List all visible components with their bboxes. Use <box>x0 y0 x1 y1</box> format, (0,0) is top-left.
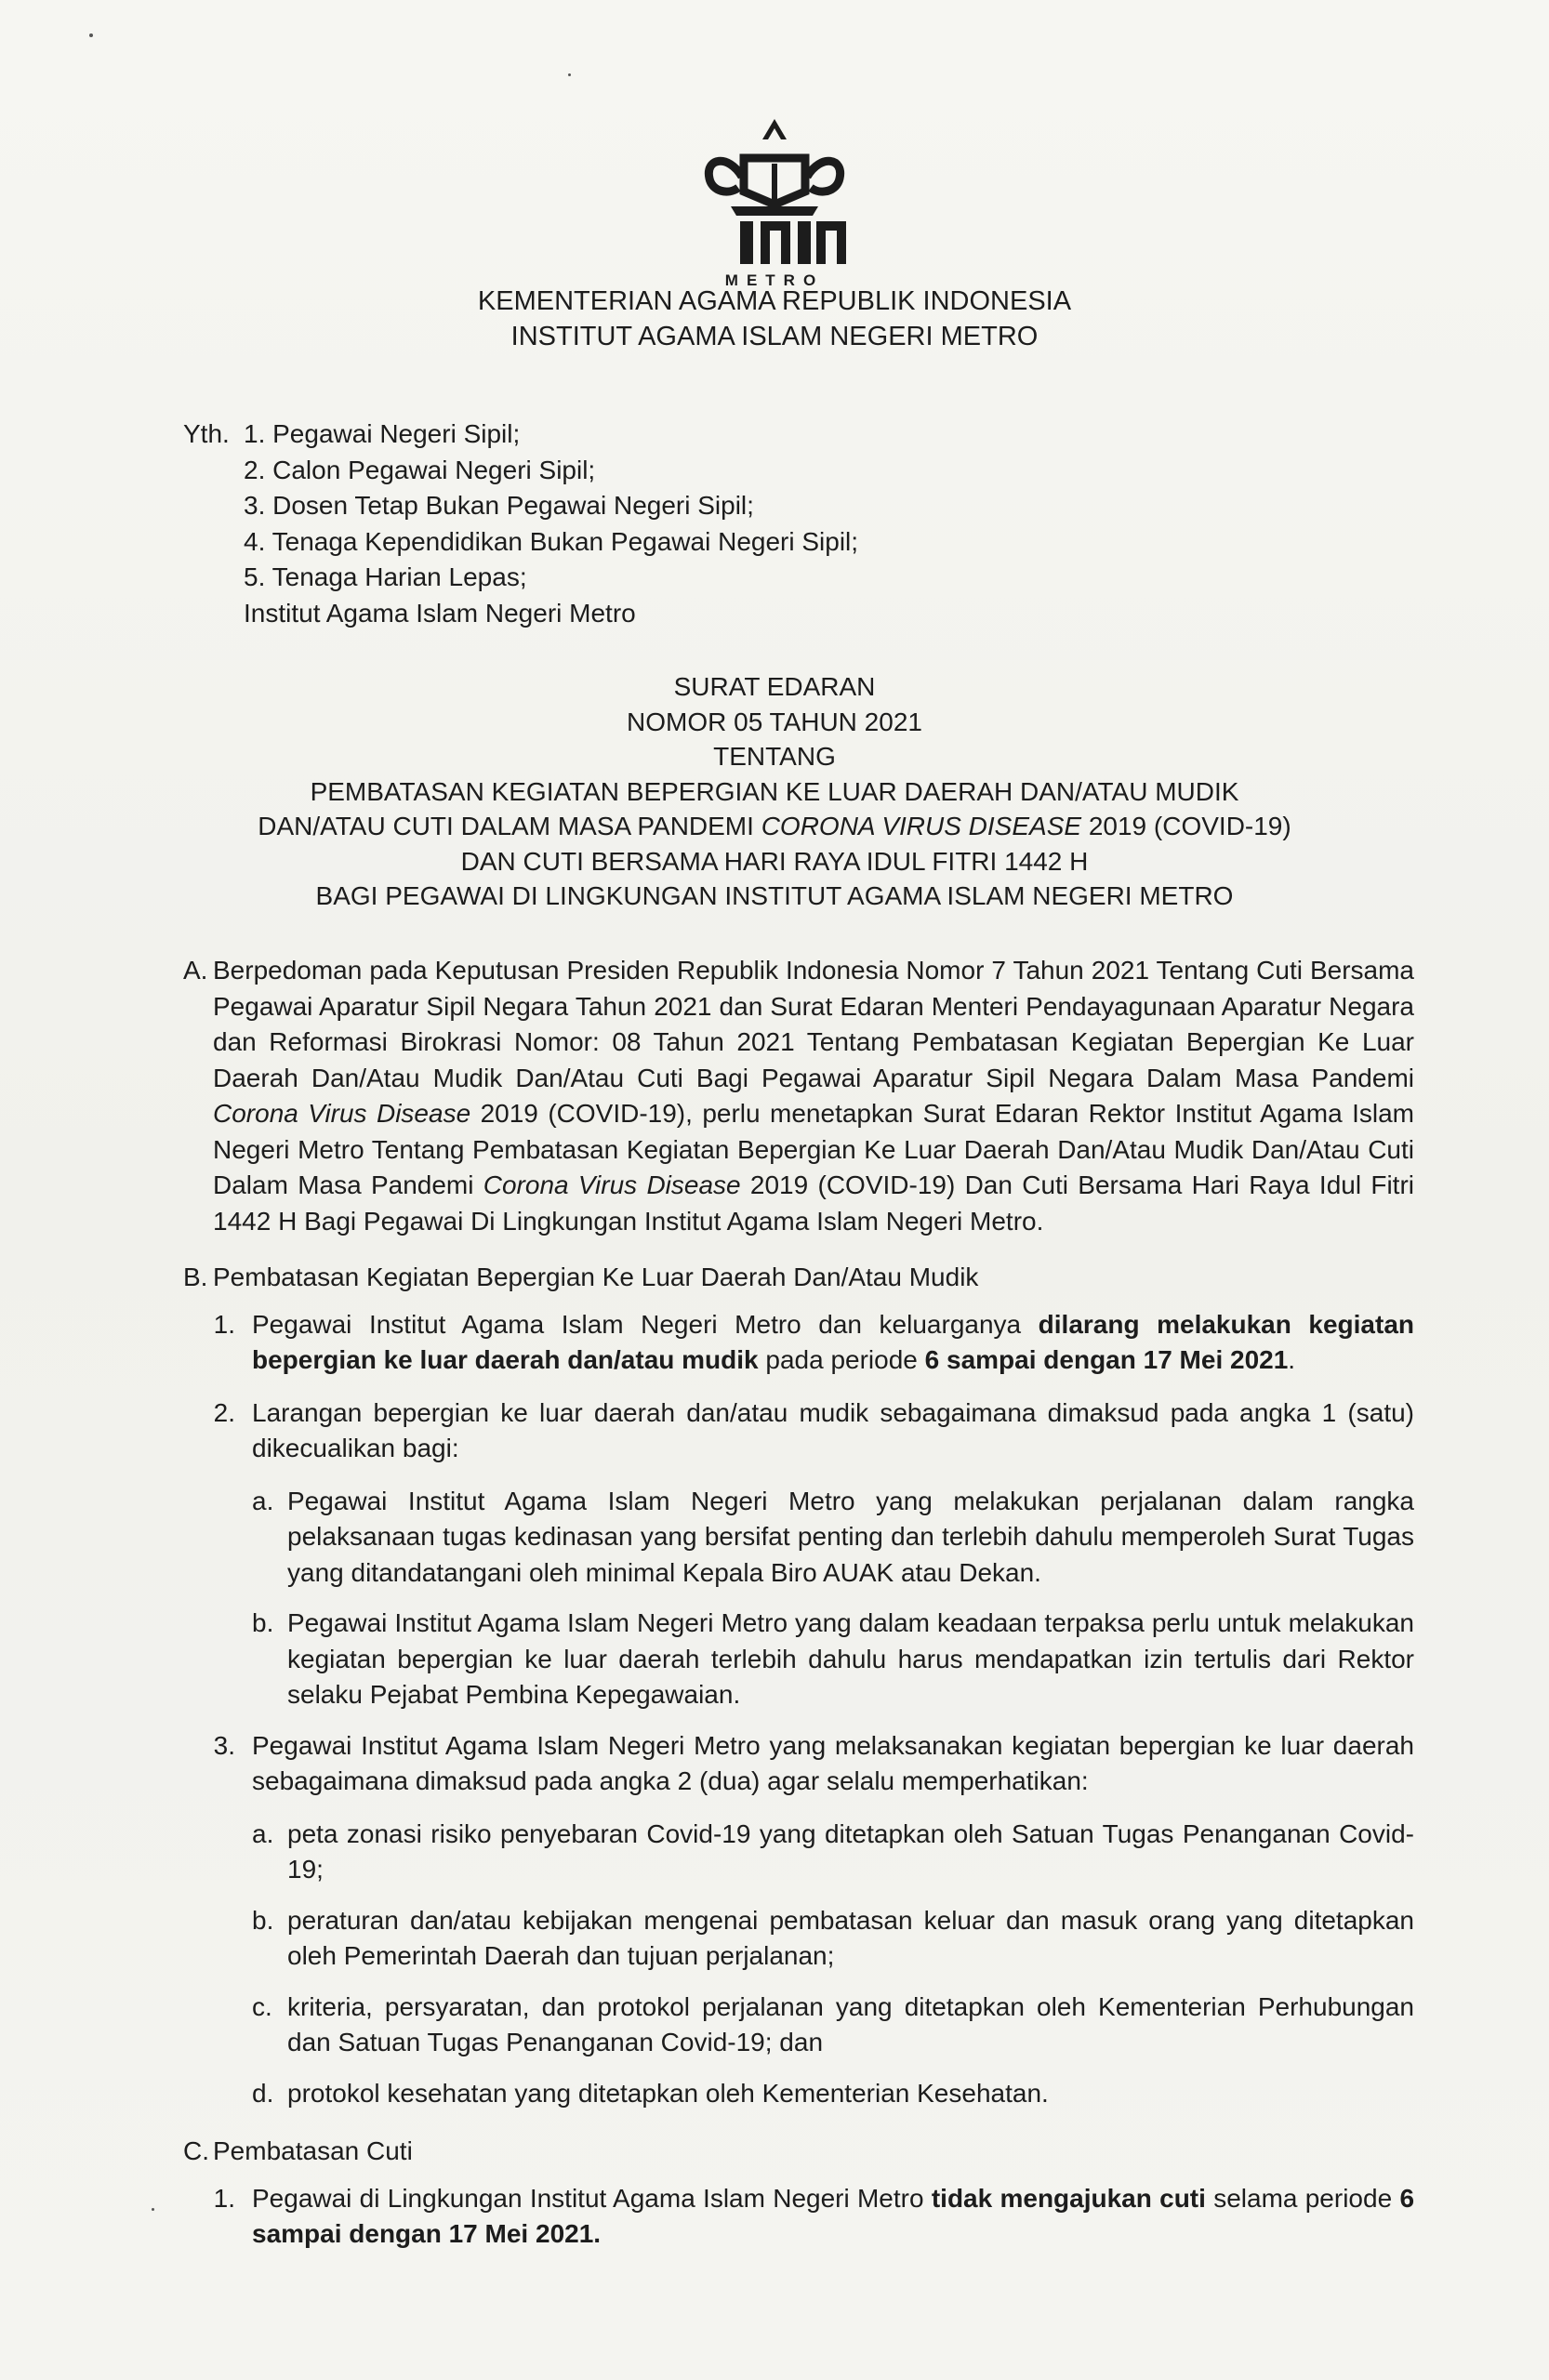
title-text: DAN/ATAU CUTI DALAM MASA PANDEMI <box>258 812 761 840</box>
sub-item-text: peraturan dan/atau kebijakan mengenai pembatasan keluar dan masuk orang yang ditetapkan oleh Pemerintah Daerah dan tujuan perjalanan; <box>287 1905 1414 1970</box>
section-a-paragraph <box>213 953 1414 1239</box>
title-line: NOMOR 05 TAHUN 2021 <box>627 707 922 736</box>
section-label: B. <box>183 1263 208 1291</box>
title-text: 2019 (COVID-19) <box>1081 812 1291 840</box>
ministry-name: KEMENTERIAN AGAMA REPUBLIK INDONESIA <box>477 286 1072 316</box>
title-line: PEMBATASAN KEGIATAN BEPERGIAN KE LUAR DAERAH DAN/ATAU MUDIK <box>310 776 1239 806</box>
sub-item-text: Pegawai Institut Agama Islam Negeri Metro yang dalam keadaan terpaksa perlu untuk melakukan kegiatan bepergian ke luar daerah terlebih dahulu harus mendapatkan izin tertulis dari Rektor selaku Pejabat Pembina Kepegawaian. <box>287 1608 1414 1709</box>
sub-item-letter: c. <box>252 1991 272 2021</box>
section-b-item-3 <box>183 1728 1414 1800</box>
item-text <box>252 2181 1414 2253</box>
text: Berpedoman pada Keputusan Presiden Republik Indonesia Nomor 7 Tahun 2021 Tentang Cuti Bersama Pegawai Aparatur Sipil Negara Tahun 2021 dan Surat Edaran Menteri Pendayagunaan Aparatur Negara dan Reformasi Birokrasi Nomor: 08 Tahun 2021 Tentang Pembatasan Kegiatan Bepergian Ke Luar Daerah Dan/Atau Mudik Dan/Atau Cuti Bagi Pegawai Aparatur Sipil Negara Dalam Masa Pandemi <box>213 956 1414 1092</box>
circular-title <box>0 669 1549 914</box>
text: selama periode <box>1205 2183 1400 2213</box>
text: 2019 (COVID-19), perlu menetapkan Surat Edaran Rektor Institut Agama Islam Negeri Metro Tentang Pembatasan Kegiatan Bepergian Ke Luar Daerah Dan/Atau Mudik Dan/Atau Cuti Dalam Masa Pandemi <box>213 1099 1414 1199</box>
recipient-item: 1. Pegawai Negeri Sipil; <box>244 419 521 448</box>
title-line <box>0 809 1549 844</box>
item-text: Pegawai Institut Agama Islam Negeri Metro yang melaksanakan kegiatan bepergian ke luar daerah sebagaimana dimaksud pada angka 2 (dua) agar selalu memperhatikan: <box>252 1730 1414 1795</box>
institution-logo <box>0 112 1549 290</box>
sub-item-text: protokol kesehatan yang ditetapkan oleh Kementerian Kesehatan. <box>287 2078 1049 2108</box>
letter-body <box>183 953 1414 2269</box>
section-c-item-1 <box>183 2181 1414 2253</box>
section-heading-text: Pembatasan Cuti <box>213 2136 413 2165</box>
sub-item-letter: d. <box>252 2078 274 2108</box>
section-b-item-2 <box>183 1395 1414 1467</box>
section-b-heading <box>183 1260 1414 1296</box>
section-label: C. <box>183 2136 209 2165</box>
sub-item <box>252 2076 1414 2112</box>
recipient-institution: Institut Agama Islam Negeri Metro <box>244 598 636 628</box>
institute-name: INSTITUT AGAMA ISLAM NEGERI METRO <box>510 322 1039 351</box>
sub-item-text: kriteria, persyaratan, dan protokol perjalanan yang ditetapkan oleh Kementerian Perhubungan dan Satuan Tugas Penanganan Covid-19; dan <box>287 1991 1414 2056</box>
section-heading-text: Pembatasan Kegiatan Bepergian Ke Luar Daerah Dan/Atau Mudik <box>213 1263 979 1291</box>
sub-item <box>252 1990 1414 2061</box>
scan-speck <box>152 2208 154 2211</box>
scan-speck <box>89 33 93 37</box>
text: . <box>1288 1345 1296 1374</box>
title-italic: CORONA VIRUS DISEASE <box>761 812 1082 840</box>
bold-text: tidak mengajukan cuti <box>931 2183 1206 2213</box>
title-line: BAGI PEGAWAI DI LINGKUNGAN INSTITUT AGAMA ISLAM NEGERI METRO <box>315 881 1234 910</box>
section-c-heading <box>183 2134 1414 2170</box>
item-number: 1. <box>213 2183 235 2213</box>
logo-subtitle: METRO <box>724 271 825 289</box>
section-label: A. <box>183 956 208 985</box>
sub-item <box>252 1606 1414 1713</box>
recipient-item: 5. Tenaga Harian Lepas; <box>244 562 527 591</box>
item-text <box>252 1307 1414 1379</box>
sub-item-text: peta zonasi risiko penyebaran Covid-19 yang ditetapkan oleh Satuan Tugas Penanganan Covid-19; <box>287 1818 1414 1884</box>
recipient-item: 2. Calon Pegawai Negeri Sipil; <box>244 455 596 484</box>
recipient-label: Yth. <box>183 419 230 448</box>
text: Pegawai Institut Agama Islam Negeri Metro dan keluarganya <box>252 1309 1039 1339</box>
sub-item <box>252 1817 1414 1888</box>
recipient-item: 4. Tenaga Kependidikan Bukan Pegawai Negeri Sipil; <box>244 526 859 556</box>
sub-item-text: Pegawai Institut Agama Islam Negeri Metro yang melakukan perjalanan dalam rangka pelaksanaan tugas kedinasan yang bersifat penting dan terlebih dahulu memperoleh Surat Tugas yang ditandatangani oleh minimal Kepala Biro AUAK atau Dekan. <box>287 1486 1414 1587</box>
text: pada periode <box>758 1345 925 1374</box>
sub-item-letter: a. <box>252 1486 274 1515</box>
text: 2019 (COVID-19) Dan Cuti Bersama Hari Raya Idul Fitri 1442 H Bagi Pegawai Di Lingkungan Institut Agama Islam Negeri Metro. <box>213 1170 1414 1236</box>
italic-text: Corona Virus Disease <box>213 1099 471 1128</box>
iain-emblem-icon <box>677 112 872 270</box>
recipient-list <box>244 416 858 631</box>
title-line: SURAT EDARAN <box>673 672 876 701</box>
bold-text: 6 sampai dengan 17 Mei 2021. <box>252 2183 1415 2248</box>
sub-item <box>252 1903 1414 1975</box>
sub-item-letter: b. <box>252 1608 274 1637</box>
sub-item-letter: b. <box>252 1905 274 1935</box>
item-number: 3. <box>213 1730 235 1760</box>
title-line: DAN CUTI BERSAMA HARI RAYA IDUL FITRI 1442 H <box>460 846 1089 876</box>
sub-item <box>252 1484 1414 1592</box>
section-b-item-1 <box>183 1307 1414 1379</box>
scan-speck <box>568 73 571 76</box>
recipient-item: 3. Dosen Tetap Bukan Pegawai Negeri Sipil; <box>244 491 754 520</box>
bold-text: dilarang melakukan kegiatan bepergian ke luar daerah dan/atau mudik <box>252 1309 1415 1374</box>
sub-item-letter: a. <box>252 1818 274 1848</box>
item-number: 2. <box>213 1397 235 1427</box>
item-number: 1. <box>213 1309 235 1339</box>
item-text: Larangan bepergian ke luar daerah dan/atau mudik sebagaimana dimaksud pada angka 1 (satu) dikecualikan bagi: <box>252 1397 1414 1462</box>
bold-text: 6 sampai dengan 17 Mei 2021 <box>924 1345 1289 1374</box>
text: Pegawai di Lingkungan Institut Agama Islam Negeri Metro <box>252 2183 932 2213</box>
italic-text: Corona Virus Disease <box>483 1170 741 1199</box>
section-a <box>183 953 1414 1239</box>
title-line: TENTANG <box>713 742 836 771</box>
letterhead <box>0 284 1549 354</box>
